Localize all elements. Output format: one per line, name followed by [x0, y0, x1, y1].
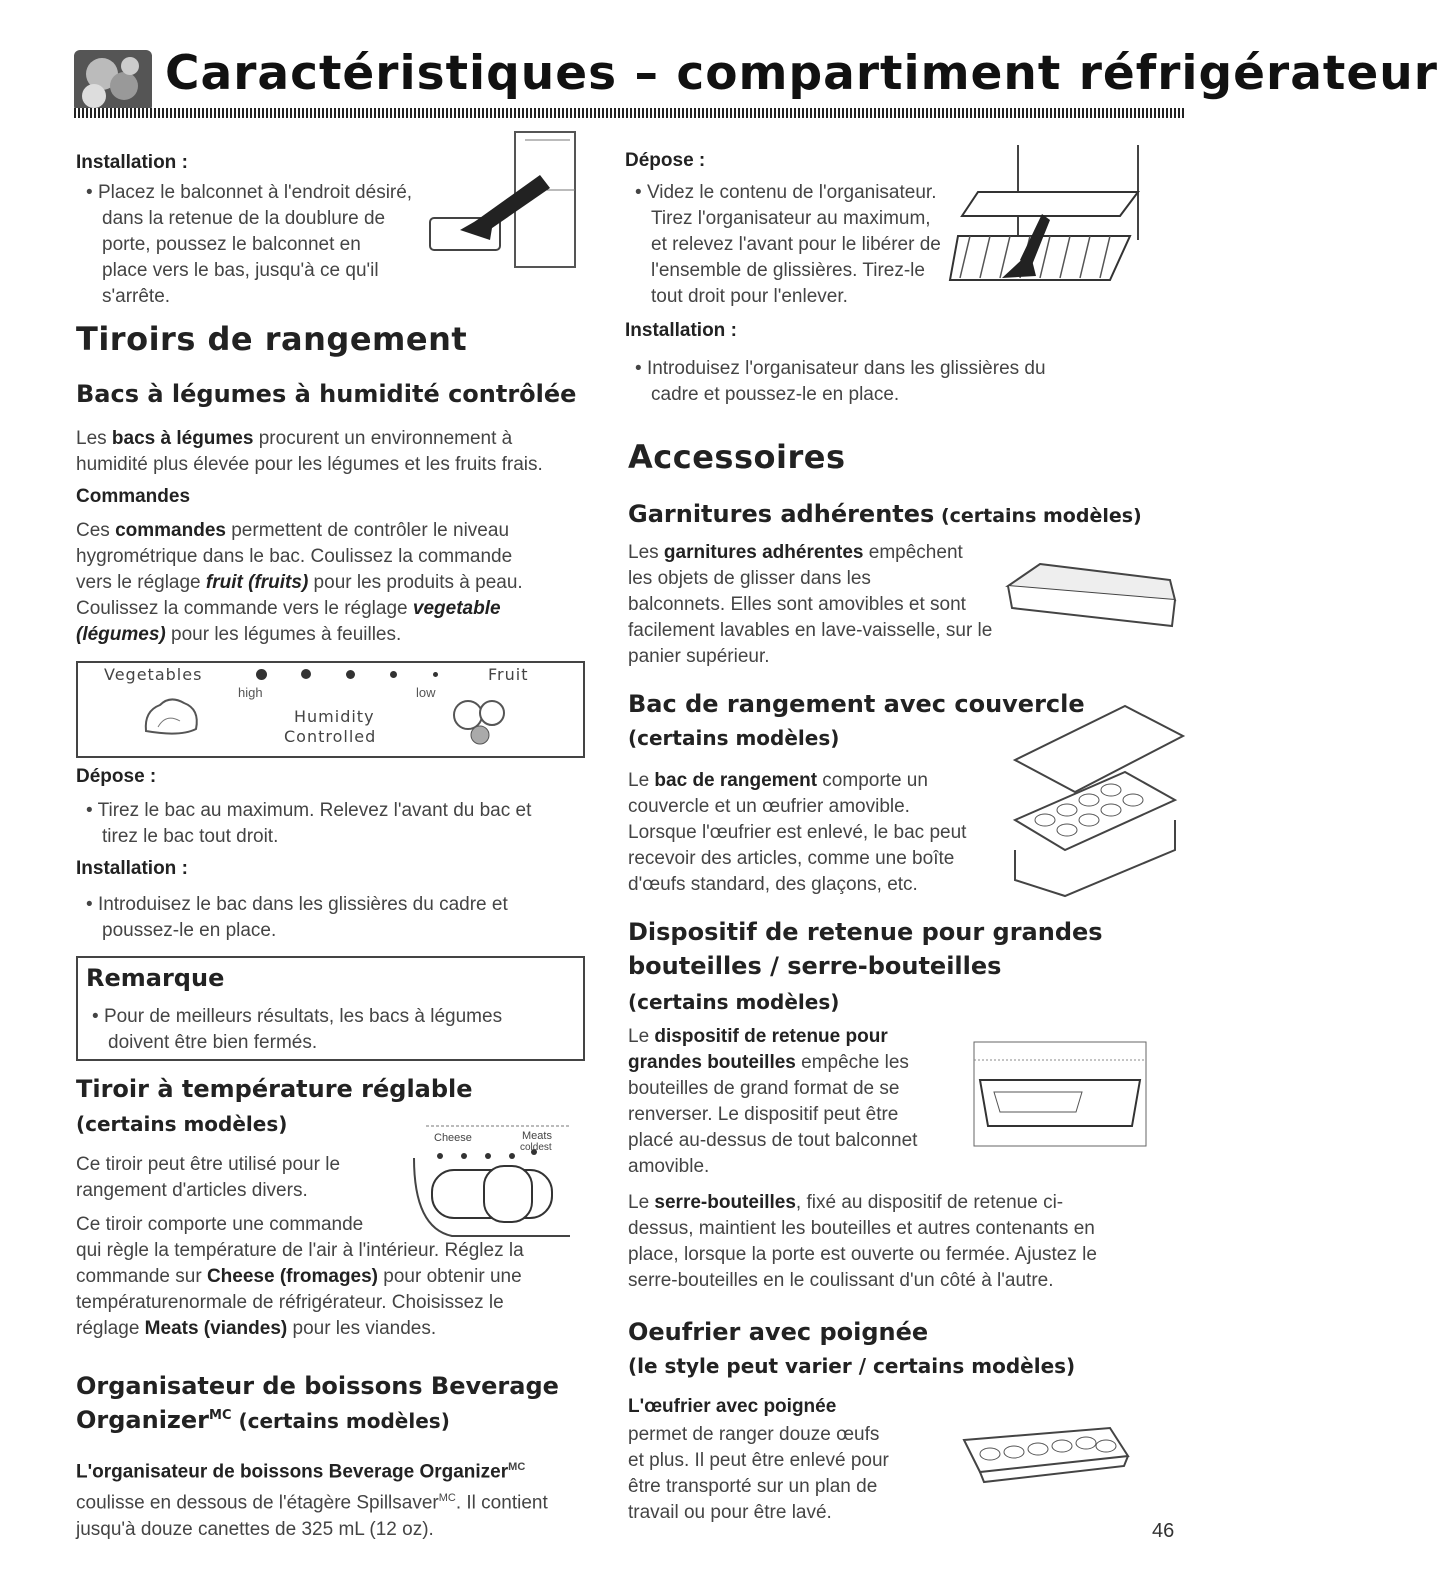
- list-item: tout droit pour l'enlever.: [651, 286, 848, 307]
- depose-list-2: [625, 180, 985, 310]
- controlled-label: Controlled: [284, 727, 377, 746]
- bac-couvercle-title: Bac de rangement avec couvercle: [628, 690, 1085, 718]
- depose-heading-1: Dépose :: [76, 766, 157, 787]
- meats-label: Meats: [522, 1130, 552, 1142]
- list-item: doivent être bien fermés.: [108, 1032, 318, 1053]
- humidity-dot: [346, 670, 355, 679]
- oeufrier-subtitle: (le style peut varier / certains modèles): [628, 1354, 1076, 1378]
- depose-heading-2: Dépose :: [625, 150, 706, 171]
- remarque-list: [82, 1004, 572, 1056]
- installation-heading-3: Installation :: [625, 320, 737, 341]
- bottle-retainer-illustration: [972, 1040, 1152, 1150]
- egg-tray-illustration: [960, 1420, 1130, 1490]
- coldest-label: coldest: [520, 1142, 552, 1153]
- high-label: high: [238, 685, 263, 700]
- title-rule: [74, 108, 1184, 118]
- bin-liner-illustration: [1000, 556, 1180, 636]
- garnitures-title: Garnitures adhérentes (certains modèles): [628, 500, 1142, 528]
- installation-heading-2: Installation :: [76, 858, 188, 879]
- dispositif-paragraph: Le dispositif de retenue pour grandes bouteilles empêche les bouteilles de grand format de se renverser. Le dispositif peut être placé au-dessus de tout balconnet amovible.: [628, 1026, 918, 1177]
- list-item: Tirez l'organisateur au maximum,: [651, 208, 931, 229]
- accessoires-title: Accessoires: [628, 438, 846, 476]
- temperature-control-illustration: [412, 1118, 572, 1242]
- oeufrier-heading: L'œufrier avec poignée: [628, 1396, 837, 1417]
- list-item: poussez-le en place.: [102, 920, 277, 941]
- remarque-note: [76, 956, 585, 1061]
- list-item: • Videz le contenu de l'organisateur.: [635, 182, 937, 203]
- depose-list-1: [76, 798, 586, 850]
- tiroir-temp-subtitle: (certains modèles): [76, 1112, 288, 1136]
- bacs-paragraph: Les bacs à légumes procurent un environnement à humidité plus élevée pour les légumes et les fruits frais.: [76, 428, 543, 475]
- garnitures-paragraph: Les garnitures adhérentes empêchent les objets de glisser dans les balconnets. Elles sont amovibles et sont facilement lavables en lave-vaisselle, sur le panier supérieur.: [628, 542, 993, 667]
- list-item: l'ensemble de glissières. Tirez-le: [651, 260, 925, 281]
- section-logo-icon: [74, 50, 152, 112]
- organisateur-title-2: Organizer$^{MC}$ (certains modèles): [76, 1406, 450, 1434]
- humidity-dot: [433, 672, 438, 677]
- remarque-title: Remarque: [86, 964, 225, 992]
- page-number: 46: [1152, 1520, 1175, 1542]
- installation-list-1: [76, 180, 456, 310]
- list-item: • Tirez le bac au maximum. Relevez l'avant du bac et: [86, 800, 532, 821]
- commandes-paragraph: Ces commandes permettent de contrôler le niveau hygrométrique dans le bac. Coulissez la commande vers le réglage fruit (fruits) pour les produits à peau. Coulissez la commande vers le réglage vegetable (légumes) pour les légumes à feuilles.: [76, 520, 523, 645]
- list-item: tirez le bac tout droit.: [102, 826, 279, 847]
- tiroir-temp-paragraph: Ce tiroir peut être utilisé pour le rangement d'articles divers. Ce tiroir comporte une commande qui règle la température de l'air à l'intérieur. Réglez la commande sur Cheese (fromages) pour obtenir une températurenormale de réfrigérateur. Choisissez le réglage Meats (viandes) pour les viandes.: [76, 1154, 524, 1339]
- list-item: place vers le bas, jusqu'à ce qu'il: [102, 260, 379, 281]
- dispositif-title-2: bouteilles / serre-bouteilles: [628, 952, 1002, 980]
- fruit-icon: [450, 689, 510, 752]
- storage-bin-illustration: [1005, 700, 1185, 900]
- tiroir-temp-title: Tiroir à température réglable: [76, 1075, 473, 1103]
- humidity-control-diagram: [76, 661, 585, 758]
- oeufrier-paragraph: permet de ranger douze œufs et plus. Il peut être enlevé pour être transporté sur un plan de travail ou pour être lavé.: [628, 1424, 889, 1523]
- list-item: • Introduisez l'organisateur dans les glissières du: [635, 358, 1046, 379]
- cheese-label: Cheese: [434, 1132, 472, 1144]
- beverage-organizer-illustration: [950, 140, 1150, 300]
- list-item: • Introduisez le bac dans les glissières du cadre et: [86, 894, 508, 915]
- serre-bouteilles-paragraph: Le serre-bouteilles, fixé au dispositif de retenue ci- dessus, maintient les bouteilles et autres contenants en place, lorsque la porte est ouverte ou fermée. Ajustez le serre-bouteilles en le coulissant d'un côté à l'autre.: [628, 1192, 1097, 1291]
- low-label: low: [416, 685, 436, 700]
- oeufrier-title: Oeufrier avec poignée: [628, 1318, 929, 1346]
- list-item: cadre et poussez-le en place.: [651, 384, 900, 405]
- organisateur-paragraph: L'organisateur de boissons Beverage Organizer$^{MC}$ coulisse en dessous de l'étagère Spillsaver$^{MC}$. Il contient jusqu'à douze canettes de 325 mL (12 oz).: [76, 1461, 548, 1540]
- list-item: dans la retenue de la doublure de: [102, 208, 386, 229]
- list-item: • Pour de meilleurs résultats, les bacs à légumes: [92, 1006, 503, 1027]
- bac-couvercle-paragraph: Le bac de rangement comporte un couvercle et un œufrier amovible. Lorsque l'œufrier est enlevé, le bac peut recevoir des articles, comme une boîte d'œufs standard, des glaçons, etc.: [628, 770, 967, 895]
- bacs-title: Bacs à légumes à humidité contrôlée: [76, 380, 577, 408]
- organisateur-title-1: Organisateur de boissons Beverage: [76, 1372, 559, 1400]
- dispositif-subtitle: (certains modèles): [628, 990, 840, 1014]
- humidity-label: Humidity: [294, 707, 375, 726]
- installation-list-3: [625, 356, 1145, 408]
- door-bin-illustration: [420, 130, 580, 270]
- list-item: et relevez l'avant pour le libérer de: [651, 234, 941, 255]
- list-item: porte, poussez le balconnet en: [102, 234, 361, 255]
- humidity-dot: [256, 669, 267, 680]
- lettuce-icon: [140, 691, 204, 744]
- installation-heading-1: Installation :: [76, 152, 188, 173]
- humidity-dot: [301, 669, 311, 679]
- commandes-heading: Commandes: [76, 486, 191, 507]
- tiroirs-title: Tiroirs de rangement: [76, 320, 468, 358]
- installation-list-2: [76, 892, 586, 944]
- page-title: Caractéristiques – compartiment réfrigérateur: [165, 46, 1438, 101]
- list-item: s'arrête.: [102, 286, 171, 307]
- vegetables-label: Vegetables: [104, 665, 203, 684]
- fruit-label: Fruit: [488, 665, 529, 684]
- bac-couvercle-subtitle: (certains modèles): [628, 726, 840, 750]
- list-item: • Placez le balconnet à l'endroit désiré,: [86, 182, 413, 203]
- humidity-dot: [390, 671, 397, 678]
- dispositif-title-1: Dispositif de retenue pour grandes: [628, 918, 1103, 946]
